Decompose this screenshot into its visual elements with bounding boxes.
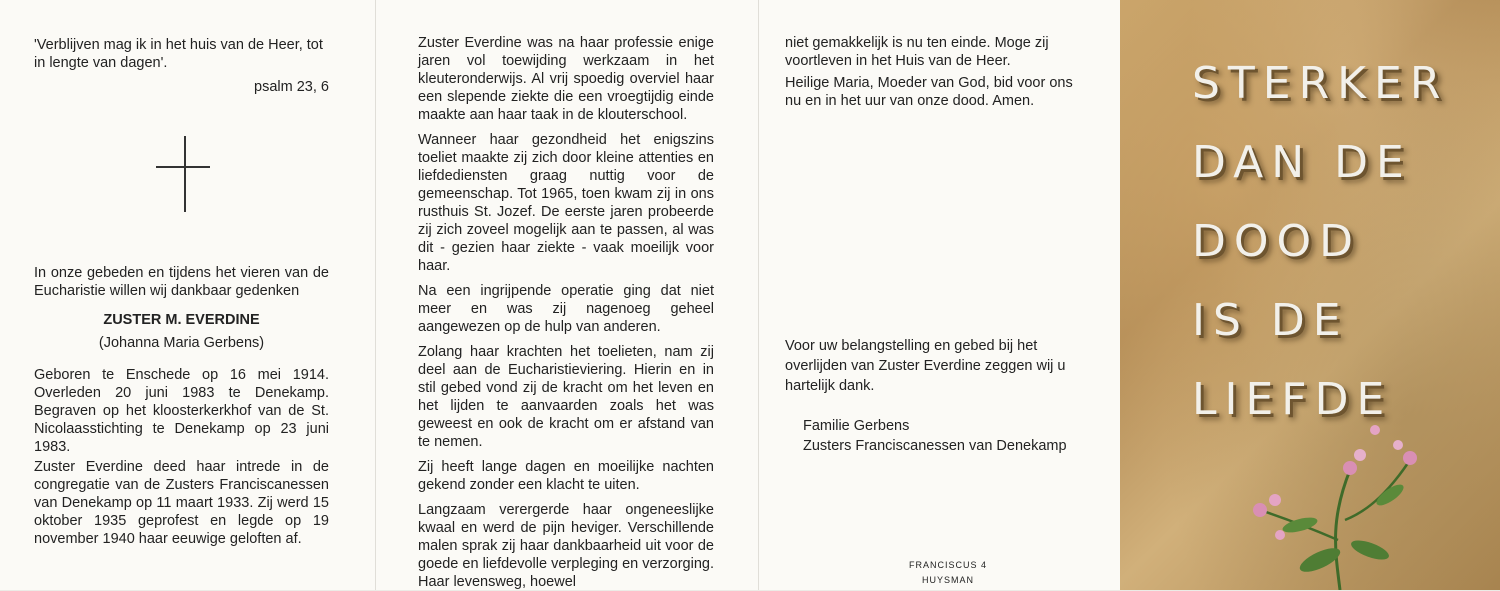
full-name: (Johanna Maria Gerbens): [98, 335, 265, 351]
closing-text: niet gemakkelijk is nu ten einde. Moge zij voortleven in het Huis van de Heer.: [785, 35, 1049, 69]
printer-mark: [909, 558, 987, 588]
paragraph: Na een ingrijpende operatie ging dat niet meer en was zij nagenoeg geheel aangewezen op de hulp van anderen.: [418, 283, 714, 335]
thanks-text: Voor uw belangstelling en gebed bij het overlijden van Zuster Everdine zeggen wij u hartelijk dank.: [785, 338, 1066, 394]
paragraph: Wanneer haar gezondheid het enigszins toeliet maakte zij zich door kleine attenties en liefdediensten graag nuttig voor de gemeenschap. Tot 1965, toen kwam zij in ons rusthuis St. Jozef. De eerste jaren probeerde zij zich zoveel mogelijk aan te passen, al was dit - gezien haar ziekte - vaak moeilijk voor haar.: [418, 132, 714, 274]
deceased-name: ZUSTER M. EVERDINE: [103, 312, 260, 328]
paragraph: Zolang haar krachten het toelieten, nam zij deel aan de Eucharistieviering. Hierin en in stil gebed vond zij de kracht om het leven en het lijden te aanvaarden zoals het was geweest en ook de kracht om er afstand van te nemen.: [418, 344, 714, 450]
paragraph: Langzaam verergerde haar ongeneeslijke kwaal en werd de pijn heviger. Verschillende malen sprak zij haar dankbaarheid uit voor de goede en liefdevolle verpleging en verzorging. Haar levensweg, hoewel: [418, 502, 714, 590]
signature-family: Familie Gerbens: [803, 418, 910, 434]
right-text-panel: [758, 0, 1120, 590]
inscription-line: LIEFDE: [1192, 374, 1393, 425]
biography-congregation: Zuster Everdine deed haar intrede in de congregatie van de Zusters Franciscanessen van Denekamp op 11 maart 1933. Zij werd 15 oktober 1935 geprofest en legde op 19 november 1940 haar eeuwige geloften af.: [34, 459, 329, 547]
middle-panel: [375, 0, 758, 590]
quote: 'Verblijven mag ik in het huis van de Heer, tot in lengte van dagen'.: [34, 37, 323, 71]
prayer-text: Heilige Maria, Moeder van God, bid voor ons nu en in het uur van onze dood. Amen.: [785, 75, 1073, 109]
inscription-line: STERKER: [1192, 58, 1449, 109]
signature-sisters: Zusters Franciscanessen van Denekamp: [803, 438, 1067, 454]
printer-line-2: HUYSMAN: [922, 575, 975, 585]
cover-image-panel: [1120, 0, 1500, 590]
cover-inscription: [1192, 44, 1448, 439]
paragraph: Zij heeft lange dagen en moeilijke nachten gekend zonder een klacht te uiten.: [418, 459, 714, 493]
flower-icon: [1220, 400, 1430, 590]
paragraph: Zuster Everdine was na haar professie enige jaren vol toewijding werkzaam in het kleuteronderwijs. Al vrij spoedig overviel haar een slepende ziekte die een vroegtijdig einde maakte aan haar taak in de klouterschool.: [418, 35, 714, 123]
biography-dates: Geboren te Enschede op 16 mei 1914. Overleden 20 juni 1983 te Denekamp. Begraven op het kloosterkerkhof van de St. Nicolaasstichting te Denekamp op 23 juni 1983.: [34, 367, 329, 455]
left-panel: [0, 0, 375, 590]
inscription-line: DOOD: [1192, 216, 1362, 267]
intro-text: In onze gebeden en tijdens het vieren van de Eucharistie willen wij dankbaar gedenken: [34, 265, 329, 299]
psalm-reference: psalm 23, 6: [254, 79, 329, 95]
printer-line-1: FRANCISCUS 4: [909, 560, 988, 570]
cross-icon: [156, 136, 216, 216]
inscription-line: DAN DE: [1192, 137, 1412, 188]
inscription-line: IS DE: [1192, 295, 1349, 346]
